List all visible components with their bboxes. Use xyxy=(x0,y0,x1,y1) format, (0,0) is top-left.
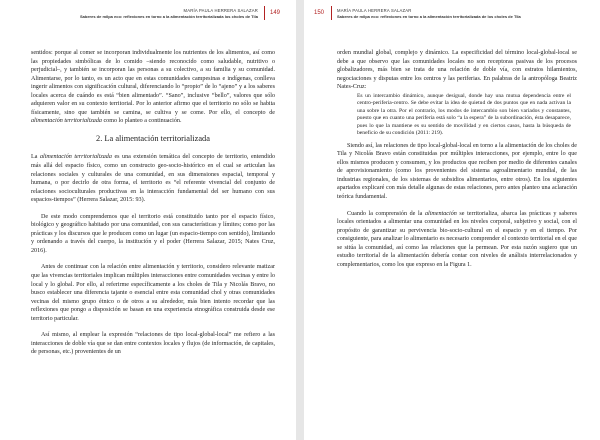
left-page xyxy=(0,0,296,440)
right-page xyxy=(304,0,600,440)
right-running-header xyxy=(337,8,557,20)
left-paragraph-3: De este modo comprendemos que el territorio está constituido tanto por el espacio físico, biológico y geográfico habitado por una comunidad, con sus características y límites; como por las prácticas y los discursos que le producen como un lugar (un espacio-tiempo con sentido), limitando y ordenando a través del cuerpo, la institución y el poder (Herrera Salazar, 2015; Nates Cruz, 2016). xyxy=(31,213,275,254)
left-page-number: 149 xyxy=(270,10,281,16)
left-running-header xyxy=(58,8,258,20)
right-paragraph-1: orden mundial global, complejo y dinámico. La especificidad del término local-global-local se debe a que observo que las comunidades locales no son receptoras pasivas de los procesos globalizadores, más bien se trata de una relación de doble vía, con estratos hilamientos, negociaciones y disputas entre los centros y las periferias. En palabras de la antropóloga Beatriz Nates-Cruz: xyxy=(337,50,577,91)
right-header-title: Saberes de milpa eco: reflexiones en torno a la alimentación territorializada de los choles de Tila xyxy=(337,14,521,19)
left-body-text xyxy=(31,49,275,357)
right-paragraph-2: Siendo así, las relaciones de tipo local-global-local en torno a la alimentación de los choles de Tila y Nicolás Bravo están constituidas por múltiples interacciones, por ejemplo, entre lo que ellos mismos producen y consumen, y los productos que reciben por medio de diferentes canales de aprovisionamiento (como los provenientes del sistema agroalimentario mundial, de las industrias regionales, de los sistemas de subsidios alimentarios, entre otros). En los siguientes apartados explicaré con más detalle algunas de estas relaciones, pero antes planteo una aclaración teórica fundamental. xyxy=(337,142,577,201)
section-heading: 2. La alimentación territorializada xyxy=(96,133,210,143)
left-paragraph-1: sentidos: porque al comer se incorporan individualmente los nutrientes de los alimentos, así como las propiedades simbólicas de lo comido –siendo reconocido como saludable, nutritivo o perjudicial–, y también se incorporan las personas a su colectivo, a su familia y su comunidad. Alimentarse, por lo tanto, es un acto que en estas comunidades campesinas e indígenas, conlleva ingerir alimentos con significación cultural, diferenciando lo “propio” de lo “ajeno” y a los saberes locales acerca de cuándo es está “bien alimentado”. “Sano”, inclusive “bello”, valores que sólo adquieren valor en su contexto territorial. Por lo anterior afirmo que el territorio no sólo se habita físicamente, sino que también se camina, se cultiva y se come. Por ello, el concepto de alimentación territorializada como lo planteo a continuación. xyxy=(31,50,275,125)
left-paragraph-2: La alimentación territorializada es una extensión temática del concepto de territorio, entendido más allá del espacio físico, como un constructo geo-socio-histórico en el cual se articulan las relaciones sociales y culturales de una comunidad, en sus dimensiones espacial, temporal y humana, o por decirlo de otra forma, el territorio es “el referente vivencial del conjunto de relaciones socioculturales productivas en la interacción fundamental del ser humano con sus espacios-tiempos” (Herrera Salazar, 2015: 93). xyxy=(31,154,275,204)
left-header-rule xyxy=(264,6,265,20)
block-quote: Es un intercambio dinámico, aunque desigual, donde hay una mutua dependencia entre el centro-periferia-centro. Se debe evitar la idea de quietud de dos puntos que en nada activan la una sobre la otra. Por el contrario, los modos de intercambio son bien variados y constantes, puesto que en cuanto una periferia está solo “a la espera” de la subordinación, ésta desaparece, pues lo que la mantiene es su sentido de movilidad y en ciertos casos, hasta la búsqueda de beneficio de su condición (2011: 219). xyxy=(357,92,571,137)
left-paragraph-4: Antes de continuar con la relación entre alimentación y territorio, considero relevante matizar que las vivencias territoriales implican múltiples interacciones entre comunidades vecinas y entre lo local y lo global. Por ello, al referirme específicamente a los choles de Tila y Nicolás Bravo, no busco establecer una diferencia tajante o esencial entre esta comunidad chol y otras comunidades vecinas del mismo grupo étnico o de otros a su alrededor, más bien intento recordar que las reflexiones que pongo a disposición se basan en una experiencia etnográfica construida desde ese territorio particular. xyxy=(31,264,275,322)
left-header-title: Saberes de milpa eco: reflexiones en torno a la alimentación territorializada los choles de Tila xyxy=(80,14,258,19)
right-page-number: 150 xyxy=(314,10,325,16)
left-paragraph-5: Así mismo, al emplear la expresión “relaciones de tipo local-global-local” me refiero a las interacciones de doble vía que se dan entre contextos locales y flujos (de información, de capitales, de personas, etc.) provenientes de un xyxy=(31,332,275,356)
right-paragraph-3: Cuando la comprensión de la alimentación se territorializa, abarca las prácticas y saberes locales orientados a alimentar una comunidad en los niveles corporal, subjetivo y social, con el propósito de garantizar su pervivencia bio-socio-cultural en el espacio y en el tiempo. Por consiguiente, para analizar lo alimentario es necesario comprender el contexto territorial en el que se sitúa la comunidad, así como las relaciones que la permean. Por esta razón sugiero que un estudio territorial de la alimentación debería contar con niveles de análisis interrelacionados y complementarios, como los que expreso en la Figura 1. xyxy=(337,210,577,268)
right-header-rule xyxy=(331,6,332,20)
left-header-author: MARÍA PAULA HERRERA SALAZAR xyxy=(183,8,258,13)
right-header-author: MARÍA PAULA HERRERA SALAZAR xyxy=(337,8,412,13)
right-body-text xyxy=(337,49,577,269)
